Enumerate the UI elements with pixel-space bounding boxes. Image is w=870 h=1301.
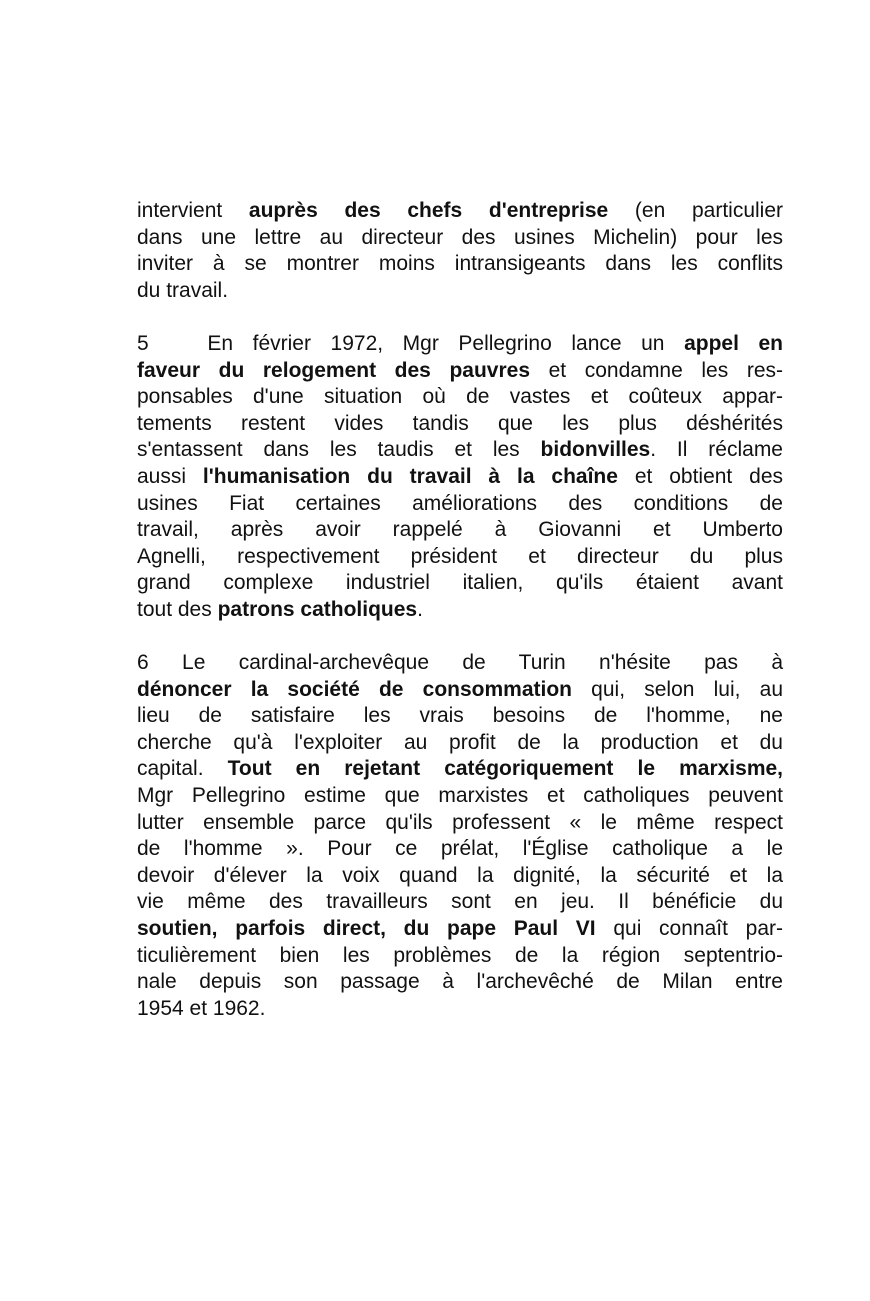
- text-run: du travail.: [137, 278, 229, 302]
- text-run: nale depuis son passage à l'archevêché de Milan entre: [137, 970, 783, 994]
- text-run: Agnelli, respectivement président et directeur du plus: [137, 544, 783, 568]
- text-run: devoir d'élever la voix quand la dignité, la sécurité et la: [137, 863, 783, 887]
- text-run: tout des: [137, 597, 218, 621]
- text-line: [137, 437, 783, 464]
- text-line: [137, 863, 783, 890]
- text-run: dans une lettre au directeur des usines Michelin) pour les: [137, 225, 783, 249]
- text-run: . Il réclame: [650, 438, 783, 462]
- text-line: [137, 225, 783, 252]
- text-run: 5 En février 1972, Mgr Pellegrino lance un: [137, 331, 685, 355]
- text-line: [137, 384, 783, 411]
- text-line: [137, 810, 783, 837]
- text-run: capital.: [137, 757, 228, 781]
- text-run: grand complexe industriel italien, qu'ils étaient avant: [137, 571, 783, 595]
- paragraph: [137, 198, 783, 304]
- paragraph: [137, 650, 783, 1022]
- text-run: aussi: [137, 464, 203, 488]
- bold-text: l'humanisation du travail à la chaîne: [202, 464, 618, 488]
- text-line: [137, 756, 783, 783]
- text-run: de l'homme ». Pour ce prélat, l'Église catholique a le: [137, 837, 783, 861]
- text-line: [137, 783, 783, 810]
- text-run: qui connaît par-: [595, 917, 783, 941]
- bold-text: faveur du relogement des pauvres: [137, 358, 531, 382]
- text-run: vie même des travailleurs sont en jeu. Il bénéficie du: [137, 890, 783, 914]
- text-line: [137, 278, 783, 305]
- text-run: intervient: [137, 199, 249, 222]
- text-line: [137, 996, 783, 1023]
- text-run: 6 Le cardinal-archevêque de Turin n'hésite pas à: [137, 651, 783, 675]
- text-run: (en particulier: [608, 199, 784, 222]
- text-line: [137, 677, 783, 704]
- text-run: et obtient des: [617, 464, 784, 488]
- text-line: [137, 597, 783, 624]
- text-run: tements restent vides tandis que les plus déshérités: [137, 411, 783, 435]
- text-line: [137, 703, 783, 730]
- text-line: [137, 491, 783, 518]
- text-line: [137, 943, 783, 970]
- text-run: inviter à se montrer moins intransigeants dans les conflits: [137, 252, 783, 276]
- bold-text: bidonvilles: [540, 438, 651, 462]
- text-run: lieu de satisfaire les vrais besoins de l'homme, ne: [137, 704, 783, 728]
- bold-text: appel en: [684, 331, 783, 355]
- text-run: cherche qu'à l'exploiter au profit de la production et du: [137, 730, 783, 754]
- bold-text: soutien, parfois direct, du pape Paul VI: [137, 917, 596, 941]
- text-line: [137, 358, 783, 385]
- text-run: Mgr Pellegrino estime que marxistes et catholiques peuvent: [137, 784, 783, 808]
- text-run: qui, selon lui, au: [572, 677, 783, 701]
- text-line: [137, 544, 783, 571]
- text-run: 1954 et 1962.: [137, 996, 266, 1020]
- text-run: ponsables d'une situation où de vastes et coûteux appar-: [137, 385, 783, 409]
- text-line: [137, 517, 783, 544]
- text-line: [137, 889, 783, 916]
- text-run: s'entassent dans les taudis et les: [137, 438, 541, 462]
- text-run: usines Fiat certaines améliorations des conditions de: [137, 491, 783, 515]
- text-run: travail, après avoir rappelé à Giovanni et Umberto: [137, 518, 783, 542]
- bold-text: auprès des chefs d'entreprise: [248, 199, 609, 222]
- text-run: ticulièrement bien les problèmes de la région septentrio-: [137, 943, 783, 967]
- text-line: [137, 198, 783, 225]
- text-line: [137, 836, 783, 863]
- text-line: [137, 570, 783, 597]
- text-line: [137, 331, 783, 358]
- text-line: [137, 464, 783, 491]
- text-line: [137, 969, 783, 996]
- text-line: [137, 650, 783, 677]
- paragraph: [137, 331, 783, 624]
- document-body: [137, 198, 783, 1049]
- text-run: lutter ensemble parce qu'ils professent « le même respect: [137, 810, 783, 834]
- bold-text: dénoncer la société de consommation: [137, 677, 572, 701]
- text-run: et condamne les res-: [530, 358, 784, 382]
- text-line: [137, 411, 783, 438]
- text-run: .: [417, 597, 423, 621]
- bold-text: patrons catholiques: [217, 597, 418, 621]
- bold-text: Tout en rejetant catégoriquement le marxisme,: [227, 757, 784, 781]
- text-line: [137, 730, 783, 757]
- text-line: [137, 251, 783, 278]
- text-line: [137, 916, 783, 943]
